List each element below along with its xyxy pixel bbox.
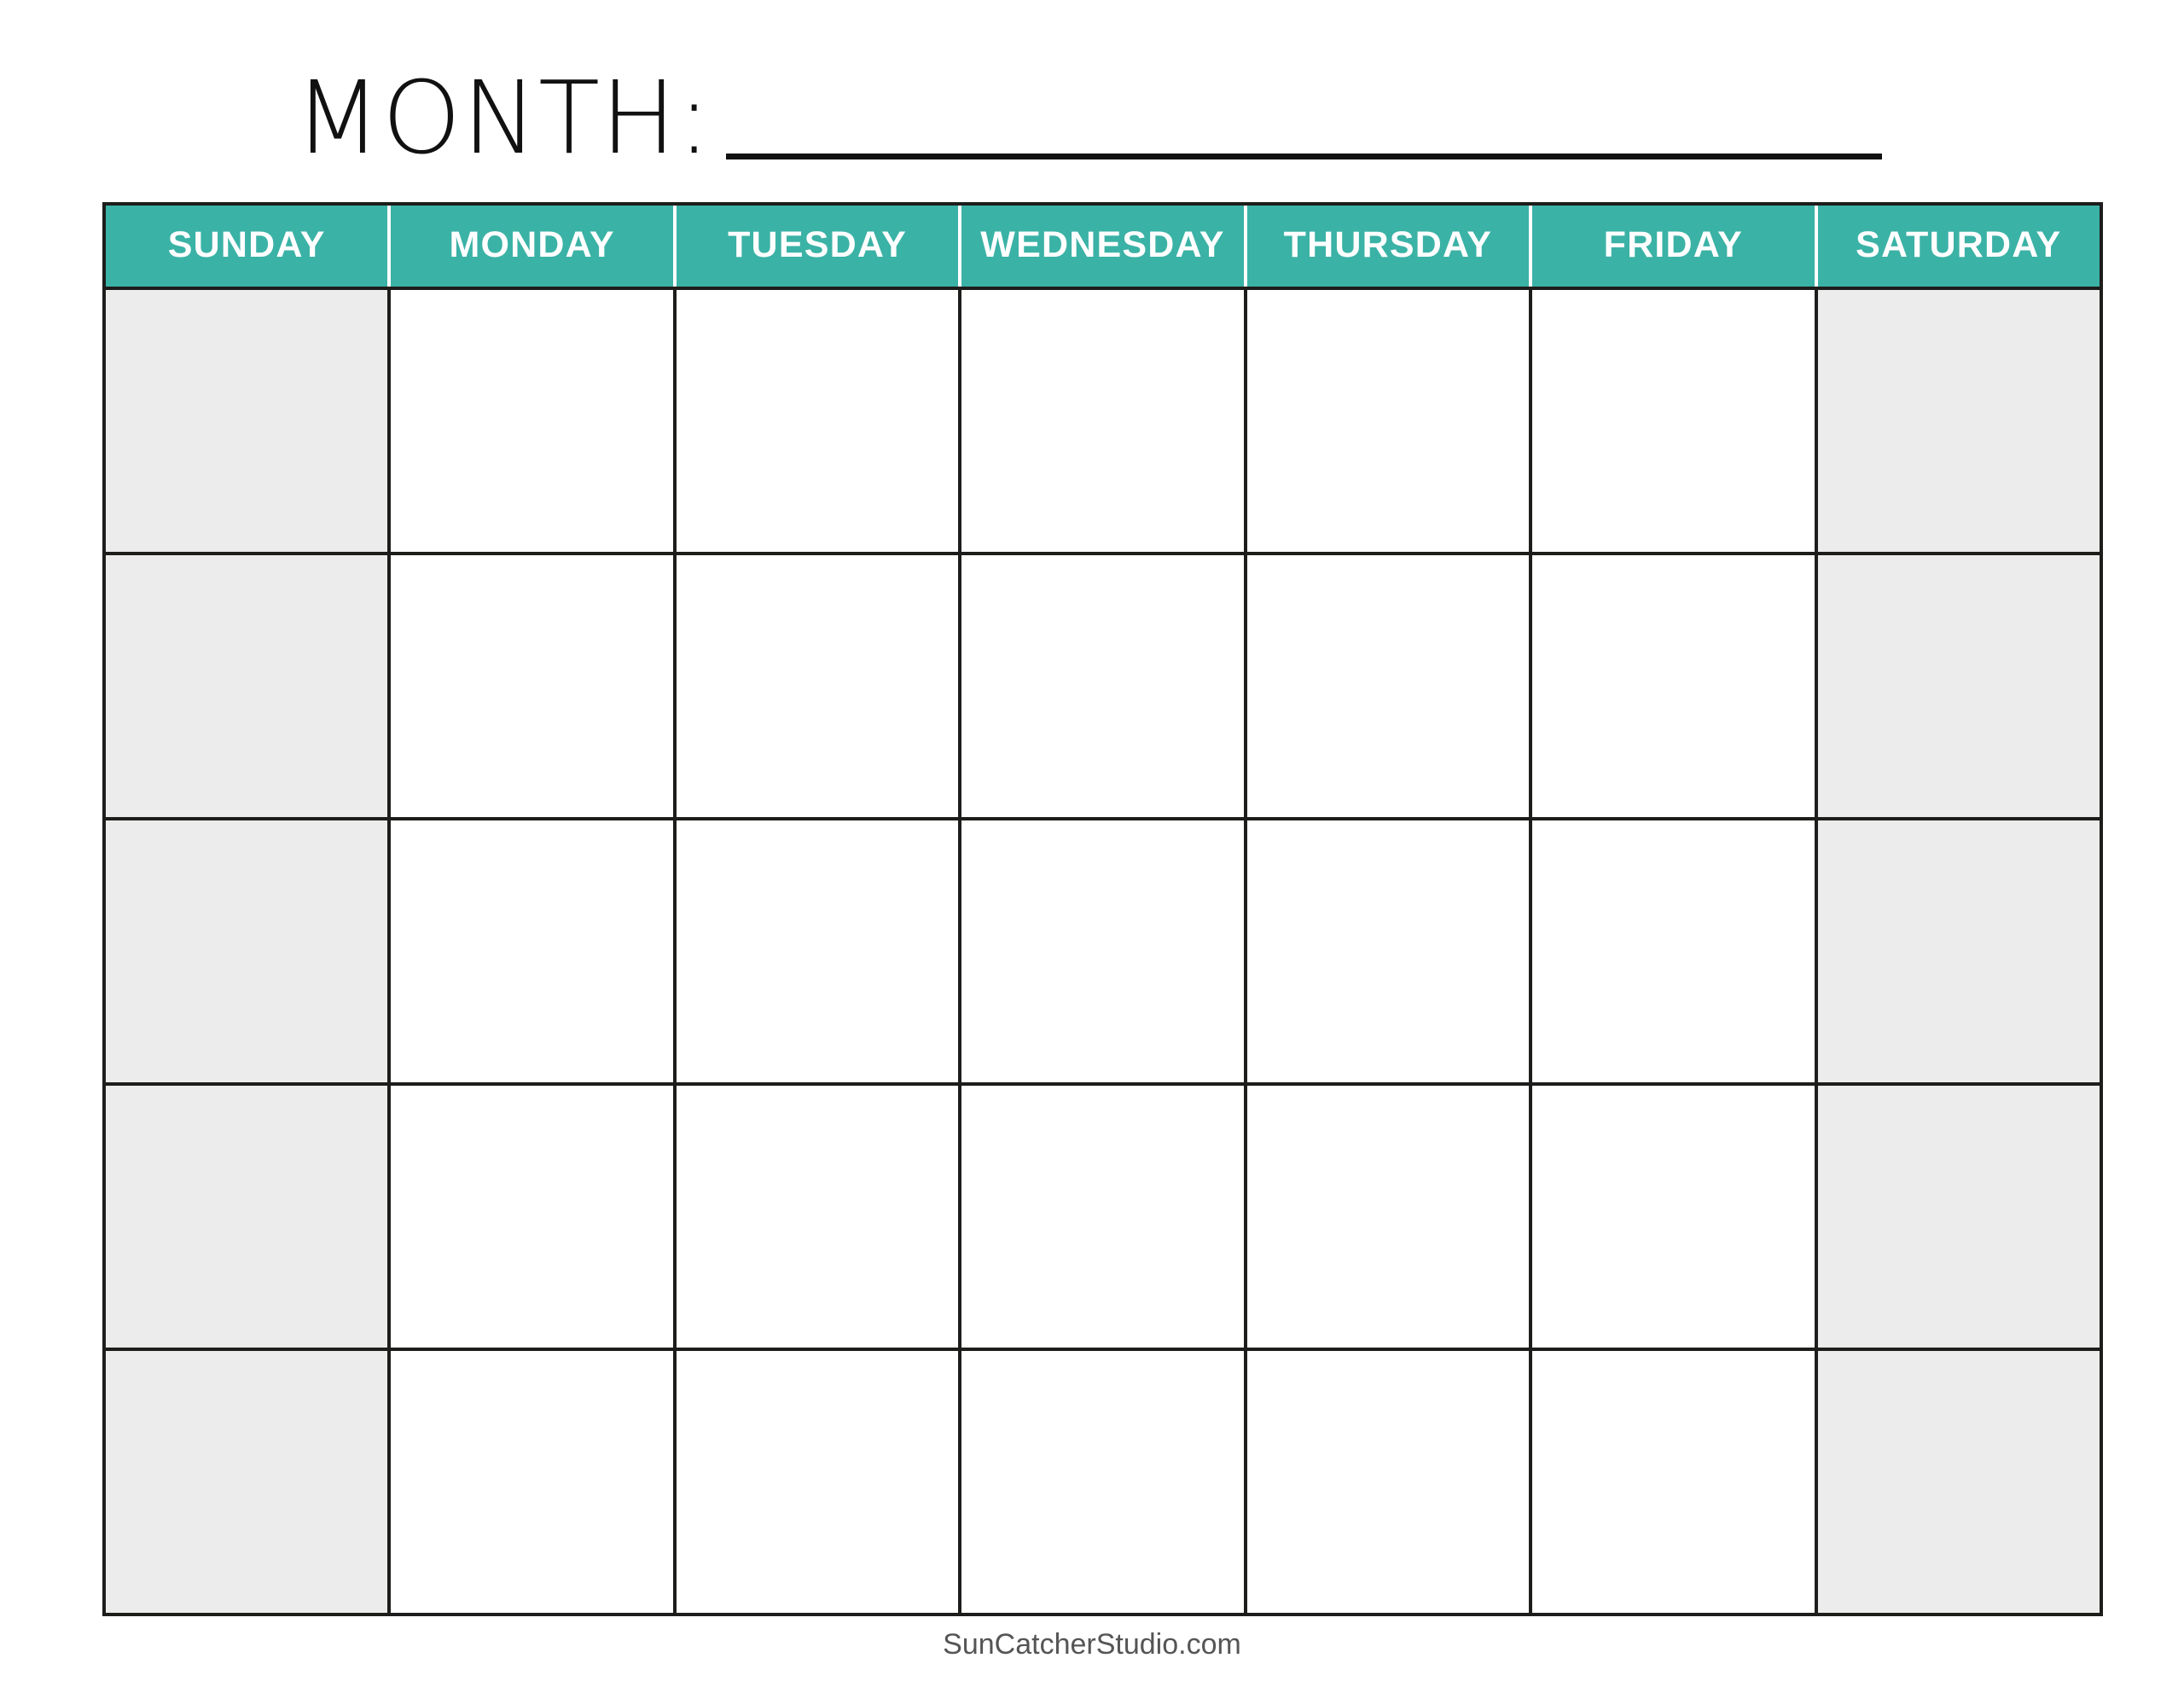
day-cell[interactable] [1818, 1351, 2100, 1613]
day-header-saturday: SATURDAY [1818, 206, 2100, 287]
month-write-in-line[interactable] [726, 154, 1882, 159]
day-cell[interactable] [961, 1351, 1246, 1613]
day-cell[interactable] [1247, 555, 1532, 817]
day-cell[interactable] [391, 555, 676, 817]
day-cell[interactable] [1532, 820, 1817, 1082]
day-cell[interactable] [961, 290, 1246, 552]
day-cell[interactable] [106, 290, 391, 552]
calendar-grid [102, 202, 2103, 1616]
day-cell[interactable] [1247, 290, 1532, 552]
title-row [0, 26, 2184, 183]
day-cell[interactable] [677, 1351, 961, 1613]
day-cell[interactable] [391, 820, 676, 1082]
day-cell[interactable] [1247, 1086, 1532, 1348]
day-cell[interactable] [1532, 555, 1817, 817]
day-header-friday: FRIDAY [1532, 206, 1817, 287]
day-cell[interactable] [391, 1351, 676, 1613]
day-cell[interactable] [677, 290, 961, 552]
day-header-thursday: THURSDAY [1247, 206, 1532, 287]
calendar-week-row [106, 1348, 2100, 1613]
day-cell[interactable] [1818, 1086, 2100, 1348]
day-cell[interactable] [1818, 290, 2100, 552]
day-cell[interactable] [1532, 1351, 1817, 1613]
day-cell[interactable] [106, 820, 391, 1082]
day-cell[interactable] [106, 555, 391, 817]
day-header-monday: MONDAY [391, 206, 676, 287]
day-cell[interactable] [677, 1086, 961, 1348]
footer-attribution: SunCatcherStudio.com [943, 1628, 1241, 1661]
day-header-tuesday: TUESDAY [677, 206, 961, 287]
day-cell[interactable] [106, 1351, 391, 1613]
day-cell[interactable] [1247, 820, 1532, 1082]
day-header-sunday: SUNDAY [106, 206, 391, 287]
day-cell[interactable] [1247, 1351, 1532, 1613]
page-title: MONTH: [294, 59, 712, 177]
day-header-wednesday: WEDNESDAY [961, 206, 1246, 287]
day-cell[interactable] [1532, 290, 1817, 552]
day-cell[interactable] [1818, 820, 2100, 1082]
day-cell[interactable] [961, 555, 1246, 817]
day-cell[interactable] [961, 820, 1246, 1082]
calendar-week-row [106, 552, 2100, 817]
day-cell[interactable] [1818, 555, 2100, 817]
day-cell[interactable] [106, 1086, 391, 1348]
calendar-week-row [106, 287, 2100, 552]
day-cell[interactable] [961, 1086, 1246, 1348]
calendar-header-row [106, 206, 2100, 287]
calendar-week-row [106, 817, 2100, 1082]
day-cell[interactable] [1532, 1086, 1817, 1348]
day-cell[interactable] [391, 1086, 676, 1348]
day-cell[interactable] [677, 820, 961, 1082]
day-cell[interactable] [677, 555, 961, 817]
day-cell[interactable] [391, 290, 676, 552]
calendar-week-row [106, 1082, 2100, 1348]
